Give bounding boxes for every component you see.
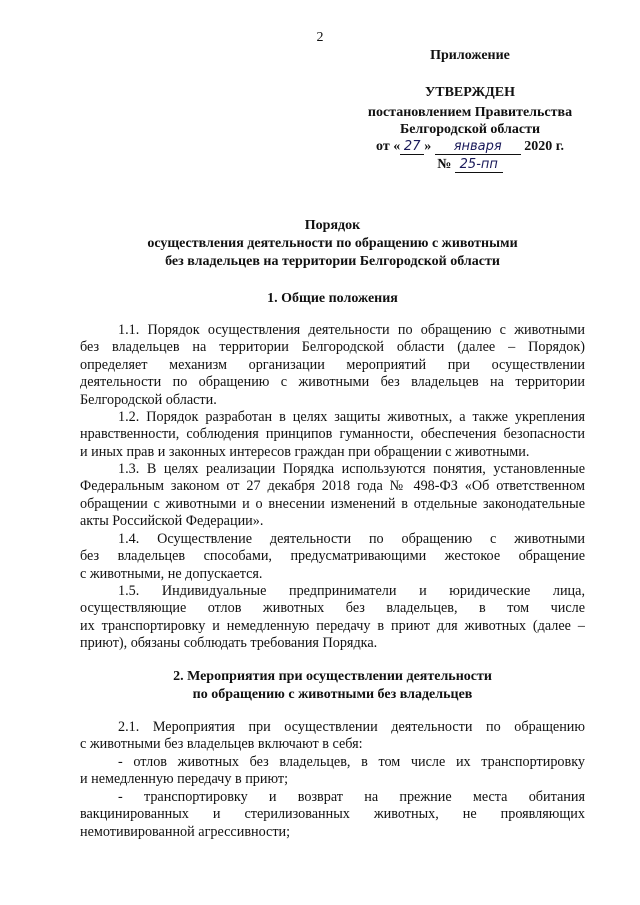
paragraph-1-3: 1.3. В целях реализации Порядка используются понятия, установленные Федеральным законом от 27 декабря 2018 года № 498-ФЗ «Об ответственном обращении с животными и о внесении изменений в отдельные законодательные акты Российской Федерации». (80, 461, 585, 530)
date-month: января (435, 139, 521, 155)
paragraph-1-4: 1.4. Осуществление деятельности по обращению с животными без владельцев способами, предусматривающими жестокое обращение с животными, не допускается. (80, 531, 585, 582)
page-number: 2 (316, 30, 324, 45)
date-day: 27 (400, 139, 424, 155)
paragraph-2-1-item1: - отлов животных без владельцев, в том числе их транспортировку и немедленную передачу в приют; (80, 754, 585, 788)
number-value: 25-пп (455, 157, 503, 173)
appendix-label: Приложение (430, 48, 510, 63)
approval-number (330, 157, 610, 173)
date-year: 2020 г. (524, 139, 564, 154)
paragraph-1-5: 1.5. Индивидуальные предприниматели и юридические лица, осуществляющие отлов животных без владельцев, в том числе их транспортировку и немедленную передачу в приют для животных (далее – приют), обязаны соблюдать требования Порядка. (80, 583, 585, 652)
paragraph-2-1: 2.1. Мероприятия при осуществлении деятельности по обращению с животными без владельцев включают в себя: (80, 719, 585, 753)
section2-heading-line2: по обращению с животными без владельцев (192, 687, 473, 702)
section2-heading-line1: 2. Мероприятия при осуществлении деятельности (173, 669, 492, 684)
section1-heading: 1. Общие положения (267, 291, 398, 306)
region-label: Белгородской области (399, 122, 541, 137)
approval-date (330, 139, 610, 155)
approved-label: УТВЕРЖДЕН (424, 85, 516, 100)
paragraph-2-1-item2: - транспортировку и возврат на прежние места обитания вакцинированных и стерилизованных животных, не проявляющих немотивированной агрессивности; (80, 789, 585, 840)
paragraph-1-2: 1.2. Порядок разработан в целях защиты животных, а также укрепления нравственности, соблюдения принципов гуманности, обеспечения безопасности и иных прав и законных интересов граждан при обращении с животными. (80, 409, 585, 460)
doc-title-line3: без владельцев на территории Белгородской области (165, 254, 500, 269)
doc-title-line2: осуществления деятельности по обращению с животными (147, 236, 518, 251)
doc-title-line1: Порядок (304, 218, 361, 233)
date-mid: » (424, 139, 432, 154)
resolution-label: постановлением Правительства (367, 105, 573, 120)
date-prefix: от « (376, 139, 401, 154)
number-prefix: № (437, 157, 452, 172)
paragraph-1-1: 1.1. Порядок осуществления деятельности по обращению с животными без владельцев на территории Белгородской области (далее – Порядок) определяет механизм организации мероприятий при осуществлении деятельности по обращению с животными без владельцев на территории Белгородской области. (80, 322, 585, 408)
